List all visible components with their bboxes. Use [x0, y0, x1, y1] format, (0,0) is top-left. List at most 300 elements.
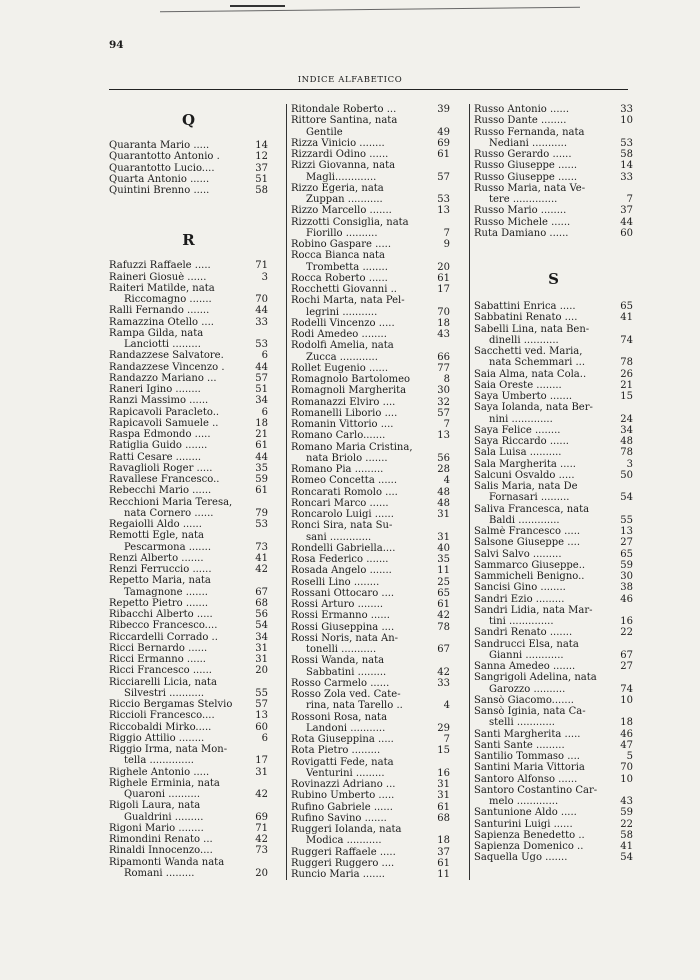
index-entry: [291, 397, 450, 408]
entry-name: Rinaldi Innocenzo....: [109, 845, 213, 857]
entry-name: Ravallese Francesco..: [109, 474, 220, 485]
entry-page: 13: [437, 430, 450, 442]
entry-name: Rodolfi Amelia, nata: [291, 340, 394, 352]
entry-line: [291, 802, 450, 813]
entry-name: Rossi Arturo ........: [291, 599, 384, 610]
entry-page: 10: [620, 115, 633, 127]
entry-line: [291, 464, 450, 475]
entry-page: 61: [437, 272, 450, 284]
entry-page: 78: [620, 357, 633, 369]
entry-page: 53: [255, 339, 268, 350]
index-entry: [291, 622, 450, 633]
entry-page: 53: [255, 519, 268, 530]
entry-page: 56: [255, 609, 268, 620]
index-entry: [291, 464, 450, 475]
index-column-1: [109, 104, 268, 879]
entry-page: 7: [443, 227, 450, 239]
entry-name: Ruggeri Ruggero ....: [291, 857, 395, 869]
entry-name: Pescarmona .......: [124, 541, 212, 553]
entry-page: 13: [620, 526, 633, 537]
index-entry: [474, 104, 633, 115]
entry-name: Russo Dante ........: [474, 115, 567, 127]
entry-name: Venturini .........: [306, 767, 385, 779]
entry-line: [474, 470, 633, 481]
entry-page: 74: [620, 334, 633, 346]
entry-name: Saya Umberto .......: [474, 391, 573, 402]
entry-name: Salis Maria, nata De: [474, 481, 578, 492]
entry-line: [474, 115, 633, 126]
index-entry: [291, 858, 450, 869]
entry-page: 71: [255, 822, 268, 834]
entry-page: 26: [620, 368, 633, 380]
entry-line: [291, 824, 450, 835]
scan-artifact-top: [160, 7, 580, 12]
spacer: [109, 250, 268, 260]
entry-page: 28: [437, 464, 450, 475]
entry-name: Salcuni Osvaldo .....: [474, 469, 575, 481]
entry-line: [109, 485, 268, 496]
index-entry: [474, 830, 633, 841]
entry-name: Roselli Lino ........: [291, 576, 380, 588]
entry-page: 37: [255, 162, 268, 174]
entry-page: 41: [620, 312, 633, 324]
entry-line: [291, 284, 450, 295]
entry-line: [109, 677, 268, 688]
entry-name: Saquella Ugo .......: [474, 852, 568, 864]
entry-page: 10: [620, 694, 633, 706]
entry-line: [109, 373, 268, 384]
entry-line: [291, 138, 450, 149]
page-number: 94: [109, 39, 124, 51]
index-entry: [474, 205, 633, 216]
entry-line: [291, 374, 450, 385]
index-entry: [474, 447, 633, 458]
entry-line: [109, 710, 268, 721]
entry-name: Quintini Brenno .....: [109, 185, 210, 196]
entry-line: [109, 620, 268, 631]
entry-line: [291, 487, 450, 498]
entry-line: [291, 655, 450, 666]
entry-name: tonelli ...........: [306, 644, 377, 655]
entry-line: [474, 582, 633, 593]
entry-page: 3: [626, 458, 633, 470]
entry-page: 7: [443, 419, 450, 430]
entry-page: 43: [437, 329, 450, 340]
entry-name: Sabattini Enrica .....: [474, 301, 576, 312]
entry-name: Romanazzi Elviro ....: [291, 396, 396, 408]
entry-page: 41: [620, 841, 633, 852]
entry-name: Gualdrini .........: [124, 811, 204, 823]
entry-line: [474, 605, 633, 616]
entry-page: 55: [620, 514, 633, 526]
entry-continuation: [291, 700, 450, 711]
entry-name: Rossi Noris, nata An-: [291, 632, 399, 644]
entry-page: 38: [620, 582, 633, 594]
entry-continuation: [291, 835, 450, 846]
index-entry: [474, 346, 633, 369]
entry-line: [109, 699, 268, 710]
entry-line: [474, 481, 633, 492]
entry-name: Riccioli Francesco....: [109, 710, 215, 722]
entry-page: 47: [620, 739, 633, 751]
entry-line: [291, 329, 450, 340]
entry-name: Ratti Cesare ........: [109, 451, 202, 463]
entry-line: [291, 678, 450, 689]
entry-page: 59: [620, 559, 633, 571]
entry-page: 5: [626, 751, 633, 762]
index-entry: [109, 857, 268, 880]
entry-name: Ricciarelli Licia, nata: [109, 676, 217, 688]
entry-name: Russo Antonio ......: [474, 104, 570, 115]
entry-name: Rubino Umberto .....: [291, 790, 395, 802]
index-entry: [291, 318, 450, 329]
index-entry: [109, 350, 268, 361]
entry-line: [474, 841, 633, 852]
index-entry: [474, 149, 633, 160]
index-entry: [109, 185, 268, 196]
entry-name: Raneri Igino ........: [109, 384, 201, 395]
entry-page: 17: [255, 755, 268, 767]
entry-name: Russo Giuseppe ......: [474, 160, 578, 172]
entry-line: [291, 509, 450, 520]
index-entry: [474, 217, 633, 228]
entry-line: [291, 847, 450, 858]
index-entry: [291, 869, 450, 880]
entry-line: [109, 823, 268, 834]
index-entry: [474, 807, 633, 818]
entry-line: [474, 369, 633, 380]
header-rule: [109, 89, 628, 90]
index-entry: [109, 845, 268, 856]
entry-page: 51: [255, 384, 268, 395]
entry-page: 68: [255, 597, 268, 609]
index-entry: [109, 418, 268, 429]
entry-name: Sabbatini .........: [306, 666, 387, 678]
index-entry: [109, 272, 268, 283]
entry-name: Fiorillo ..........: [306, 227, 378, 239]
entry-continuation: [474, 492, 633, 503]
entry-page: 13: [255, 710, 268, 722]
entry-page: 60: [255, 721, 268, 733]
entry-continuation: [291, 723, 450, 734]
entry-page: 18: [437, 317, 450, 329]
entry-page: 20: [255, 867, 268, 879]
entry-page: 67: [620, 649, 633, 661]
entry-line: [474, 672, 633, 683]
index-entry: [109, 665, 268, 676]
entry-line: [291, 408, 450, 419]
entry-line: [109, 362, 268, 373]
entry-continuation: [474, 335, 633, 346]
index-entry: [474, 751, 633, 762]
entry-continuation: [109, 755, 268, 766]
entry-line: [474, 127, 633, 138]
entry-name: Rapicavoli Samuele ..: [109, 417, 219, 429]
entry-name: Rondelli Gabriella....: [291, 542, 396, 554]
entry-page: 79: [255, 507, 268, 519]
entry-continuation: [474, 796, 633, 807]
entry-name: Rodi Amedeo ........: [291, 329, 387, 340]
entry-name: Repetto Pietro .......: [109, 597, 209, 609]
entry-name: Ranzi Massimo ......: [109, 395, 209, 407]
entry-name: Sandri Ezio .........: [474, 593, 565, 605]
index-entry: [109, 778, 268, 801]
entry-name: nata Briolo .......: [306, 452, 388, 464]
entry-line: [291, 239, 450, 250]
entry-page: 18: [255, 417, 268, 429]
index-entry: [291, 138, 450, 149]
index-entry: [291, 543, 450, 554]
entry-continuation: [109, 789, 268, 800]
entry-name: Romano Pia .........: [291, 464, 384, 475]
entry-name: nini .............: [489, 413, 553, 425]
entry-line: [474, 312, 633, 323]
entry-name: Raiteri Matilde, nata: [109, 282, 215, 294]
entry-name: Sanna Amedeo .......: [474, 661, 576, 672]
entry-page: 40: [437, 542, 450, 554]
entry-name: Russo Michele ......: [474, 216, 571, 228]
entry-page: 53: [437, 194, 450, 205]
entry-name: Sabbatini Renato ....: [474, 312, 578, 324]
entry-line: [291, 273, 450, 284]
entry-name: Sansò Giacomo.......: [474, 694, 574, 706]
entry-name: Rovigatti Fede, nata: [291, 756, 394, 768]
index-entry: [474, 549, 633, 560]
entry-continuation: [291, 307, 450, 318]
index-entry: [109, 823, 268, 834]
entry-name: Riccio Bergamas Stelvio: [109, 699, 233, 710]
entry-page: 34: [620, 424, 633, 436]
entry-page: 44: [620, 216, 633, 228]
entry-name: Renzi Alberto .......: [109, 552, 204, 564]
entry-name: Rota Pietro .........: [291, 745, 381, 757]
entry-line: [291, 295, 450, 306]
entry-name: Ricci Francesco ......: [109, 665, 212, 677]
entry-line: [474, 819, 633, 830]
entry-page: 51: [255, 173, 268, 185]
index-entry: [291, 149, 450, 160]
entry-line: [109, 317, 268, 328]
index-entry: [109, 362, 268, 373]
index-entry: [474, 301, 633, 312]
index-entry: [291, 487, 450, 498]
entry-name: Rizzo Marcello .......: [291, 205, 392, 217]
entry-line: [291, 858, 450, 869]
entry-name: Ruggeri Iolanda, nata: [291, 824, 402, 835]
entry-page: 61: [437, 599, 450, 610]
entry-name: Rigoni Mario ........: [109, 822, 204, 834]
entry-page: 71: [255, 260, 268, 272]
index-entry: [109, 800, 268, 823]
entry-name: Riccardelli Corrado ..: [109, 631, 218, 643]
entry-page: 31: [437, 779, 450, 790]
entry-line: [291, 712, 450, 723]
entry-page: 3: [261, 271, 268, 283]
entry-page: 34: [255, 395, 268, 407]
entry-page: 59: [620, 807, 633, 819]
entry-page: 22: [620, 627, 633, 639]
entry-name: rina, nata Tarello ..: [306, 700, 403, 712]
entry-line: [474, 627, 633, 638]
entry-name: Remotti Egle, nata: [109, 530, 204, 542]
entry-line: [109, 395, 268, 406]
index-entry: [474, 526, 633, 537]
index-entry: [291, 363, 450, 374]
entry-line: [109, 350, 268, 361]
index-entry: [109, 722, 268, 733]
entry-page: 44: [255, 451, 268, 463]
section-letter: S: [548, 270, 559, 288]
entry-page: 6: [261, 350, 268, 362]
entry-page: 22: [620, 818, 633, 830]
entry-continuation: [109, 294, 268, 305]
entry-line: [474, 695, 633, 706]
index-entry: [109, 744, 268, 767]
spacer: [474, 239, 633, 269]
index-entry: [291, 183, 450, 206]
entry-line: [109, 174, 268, 185]
index-entry: [474, 115, 633, 126]
section-letter: Q: [181, 111, 196, 129]
entry-name: Ribacchi Alberto .....: [109, 609, 213, 620]
entry-line: [291, 385, 450, 396]
entry-line: [109, 283, 268, 294]
entry-name: melo .............: [489, 796, 559, 807]
index-entry: [474, 672, 633, 695]
entry-name: Sandri Renato .......: [474, 627, 573, 639]
entry-line: [474, 571, 633, 582]
entry-name: Santurini Luigi ......: [474, 818, 573, 830]
spacer: [109, 130, 268, 140]
index-entry: [291, 520, 450, 543]
entry-name: tere ..............: [489, 194, 558, 205]
index-entry: [291, 419, 450, 430]
entry-name: Ramazzina Otello ....: [109, 316, 214, 328]
entry-line: [474, 346, 633, 357]
index-entry: [291, 824, 450, 847]
entry-page: 32: [437, 396, 450, 408]
entry-page: 58: [620, 829, 633, 841]
entry-page: 43: [620, 796, 633, 807]
entry-page: 6: [261, 732, 268, 744]
index-entry: [109, 497, 268, 520]
entry-line: [474, 729, 633, 740]
index-entry: [474, 481, 633, 504]
index-entry: [291, 554, 450, 565]
entry-continuation: [291, 228, 450, 239]
entry-page: 61: [255, 485, 268, 497]
entry-line: [109, 260, 268, 271]
entry-continuation: [109, 508, 268, 519]
index-entry: [291, 565, 450, 576]
index-entry: [291, 104, 450, 115]
entry-name: Repetto Maria, nata: [109, 575, 211, 587]
entry-continuation: [109, 542, 268, 553]
entry-name: Raineri Giosuè ......: [109, 271, 207, 283]
entry-line: [109, 553, 268, 564]
entry-line: [109, 452, 268, 463]
index-entry: [474, 560, 633, 571]
entry-line: [474, 104, 633, 115]
entry-line: [109, 151, 268, 162]
entry-line: [291, 160, 450, 171]
entry-line: [474, 774, 633, 785]
entry-line: [291, 689, 450, 700]
index-entry: [474, 729, 633, 740]
index-entry: [474, 841, 633, 852]
index-entry: [291, 633, 450, 656]
entry-name: Sansò Iginia, nata Ca-: [474, 706, 586, 717]
entry-line: [474, 228, 633, 239]
entry-name: Ritondale Roberto ...: [291, 104, 397, 115]
entry-name: Romano Carlo.......: [291, 430, 386, 442]
index-entry: [474, 695, 633, 706]
entry-line: [474, 436, 633, 447]
entry-line: [474, 149, 633, 160]
entry-name: sani .............: [306, 531, 372, 543]
entry-line: [291, 588, 450, 599]
entry-page: 31: [437, 531, 450, 543]
entry-name: Rocchetti Giovanni ..: [291, 284, 397, 295]
entry-name: Ronci Sira, nata Su-: [291, 520, 393, 532]
index-entry: [291, 588, 450, 599]
index-entry: [474, 470, 633, 481]
index-entry: [291, 430, 450, 441]
column-divider-1: [286, 104, 287, 880]
entry-line: [109, 845, 268, 856]
entry-line: [474, 830, 633, 841]
entry-name: Sabelli Lina, nata Ben-: [474, 323, 590, 335]
entry-name: Ribecco Francesco....: [109, 620, 218, 632]
entry-name: Santilio Tommaso ....: [474, 751, 580, 762]
entry-name: Ralli Fernando .......: [109, 305, 210, 317]
entry-line: [291, 779, 450, 790]
index-entry: [474, 774, 633, 785]
entry-page: 67: [255, 586, 268, 598]
entry-line: [291, 622, 450, 633]
index-entry: [291, 734, 450, 745]
entry-name: stelli ............: [489, 717, 555, 729]
entry-page: 77: [437, 362, 450, 374]
entry-page: 37: [620, 205, 633, 217]
entry-page: 9: [443, 239, 450, 250]
entry-name: Riggio Attilio ........: [109, 732, 205, 744]
entry-page: 65: [620, 548, 633, 560]
entry-line: [474, 391, 633, 402]
index-entry: [291, 115, 450, 138]
index-entry: [109, 373, 268, 384]
index-entry: [474, 324, 633, 347]
index-entry: [474, 852, 633, 863]
index-entry: [474, 594, 633, 605]
entry-line: [109, 497, 268, 508]
entry-line: [474, 594, 633, 605]
entry-line: [109, 272, 268, 283]
index-entry: [291, 329, 450, 340]
index-entry: [109, 395, 268, 406]
entry-line: [109, 163, 268, 174]
entry-continuation: [291, 194, 450, 205]
entry-name: Sacchetti ved. Maria,: [474, 346, 583, 357]
entry-name: Romanelli Liborio ....: [291, 407, 398, 419]
entry-name: nata Cornero ......: [124, 507, 214, 519]
entry-page: 61: [437, 149, 450, 160]
entry-line: [474, 549, 633, 560]
entry-name: Sammicheli Benigno..: [474, 571, 585, 582]
entry-name: Trombetta ........: [306, 261, 388, 273]
entry-page: 46: [620, 728, 633, 740]
entry-continuation: [474, 717, 633, 728]
